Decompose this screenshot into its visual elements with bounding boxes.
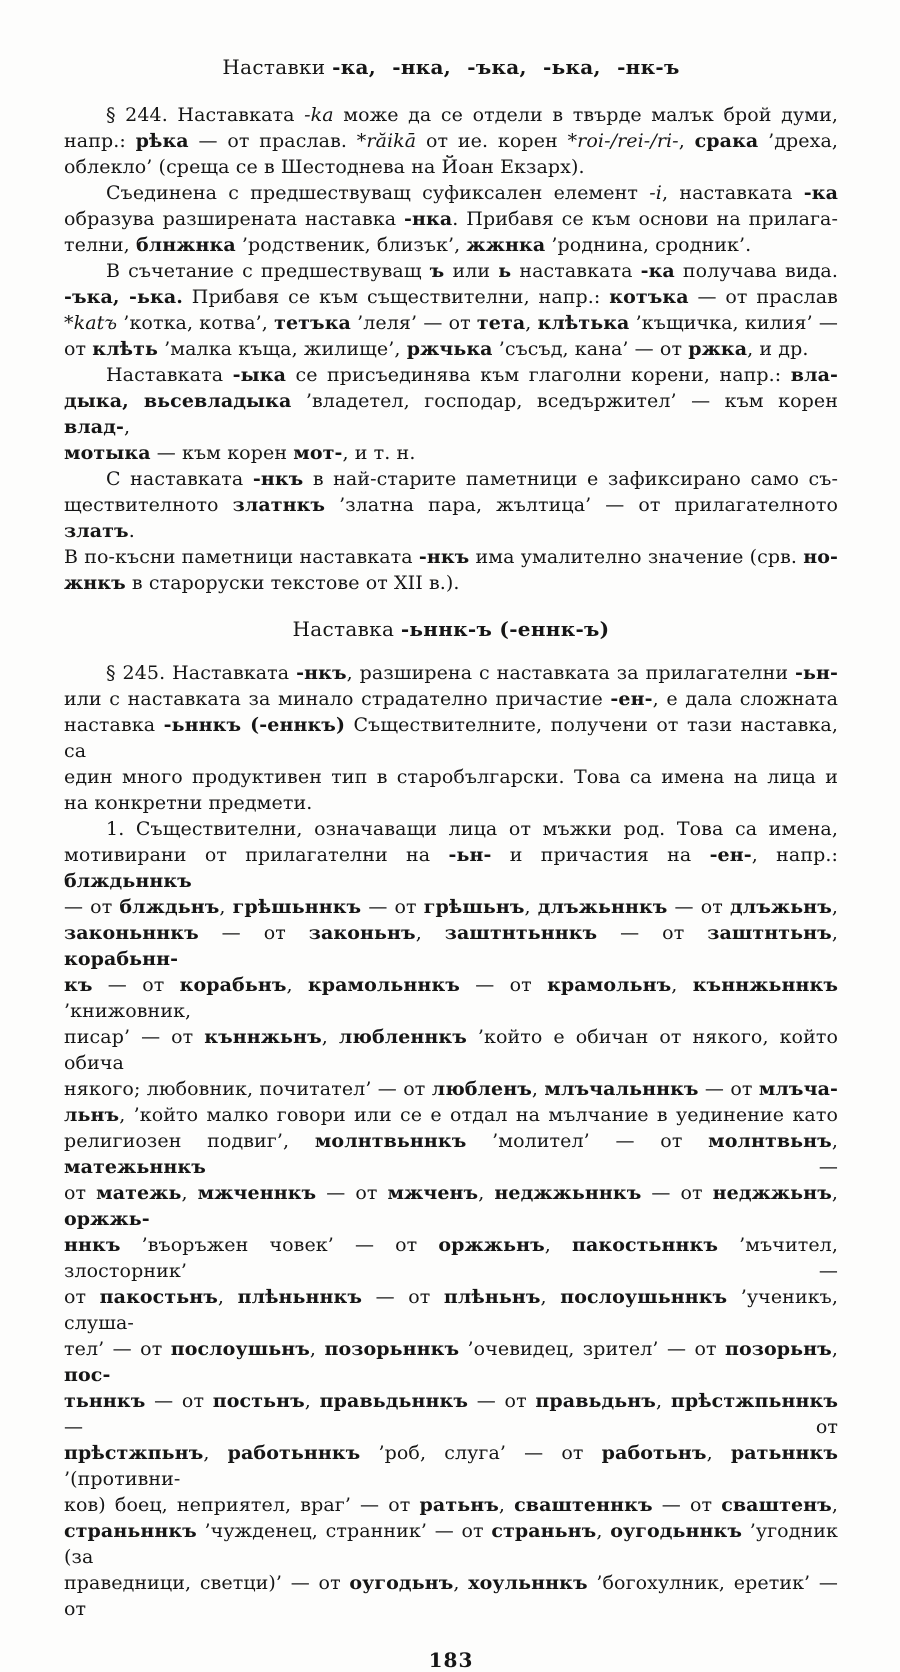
text-line [64,1102,838,1128]
text-run: — от [145,1390,213,1412]
text-block-section-245 [64,660,838,1622]
old-cyrillic-word: жжнка [466,234,546,256]
text-run: Съединена с предшествуващ суфиксален елемент [106,182,650,204]
text-run: — от [468,1390,536,1412]
text-line [64,1180,838,1232]
text-run: , [415,922,445,944]
old-cyrillic-word: правьдьнъ [535,1390,656,1412]
text-line [64,686,838,712]
text-run: — от [667,896,730,918]
text-run: може да се отдели в твърде малък брой думи, [333,104,838,126]
old-cyrillic-word: работьнъ [601,1442,707,1464]
italic-reconstruction: *răikā [356,130,417,152]
text-run: — от [698,1078,759,1100]
text-line [64,206,838,232]
text-run: Наставки [222,55,333,79]
text-run: , [531,1078,545,1100]
text-run: . Прибавя се към основи на прилага- [452,208,839,230]
italic-reconstruction: -i [649,182,662,204]
text-run: от ие. корен [416,130,568,152]
old-cyrillic-word: клѣть [92,338,158,360]
text-run: , [525,312,538,334]
old-cyrillic-word: любленъ [431,1078,532,1100]
old-cyrillic-word: -ьн- [795,662,838,684]
old-cyrillic-word: блждьнъ [119,896,220,918]
text-run: — от [361,896,424,918]
old-cyrillic-word: крамольнъ [547,974,672,996]
text-line [64,920,838,972]
text-run: , [655,1390,671,1412]
text-line [64,1440,838,1492]
text-run: писар’ — от [64,1026,205,1048]
text-run: — от [641,1182,713,1204]
text-run: има умалително значение (срв. [469,546,804,568]
text-run: — от [316,1182,388,1204]
old-cyrillic-word: длъжьннкъ [537,896,668,918]
text-run: ’угодник (за [64,1520,839,1568]
text-run: , [309,1338,325,1360]
old-cyrillic-word: неджжьнъ [712,1182,832,1204]
old-cyrillic-word: ннкъ [64,1234,121,1256]
old-cyrillic-word: дыка, вьсевладыка [64,390,292,412]
text-run: и причастия на [491,844,710,866]
old-cyrillic-word: -ьннкъ (-еннкъ) [163,714,346,736]
text-run: , [123,416,131,438]
text-run: , [453,1572,469,1594]
text-run: от [64,338,93,360]
old-cyrillic-word: оржжь- [64,1208,150,1230]
text-block-section-244 [64,102,838,596]
text-line [64,1336,838,1388]
text-run: С наставката [106,468,253,490]
text-line [64,570,838,596]
text-run: , [678,130,695,152]
old-cyrillic-word: жнкъ [64,572,126,594]
old-cyrillic-word: корабьнн- [64,948,179,970]
text-run: ’златна пара, жълтица’ — от прилагателното [325,494,838,516]
text-line [64,102,838,128]
old-cyrillic-word: оржжьнъ [438,1234,545,1256]
old-cyrillic-word: послоушьнъ [170,1338,310,1360]
text-line [64,128,838,154]
text-run: , напр.: [751,844,838,866]
text-run: , [831,922,838,944]
text-run: , разширена с наставката за прилагателни [346,662,796,684]
old-cyrillic-word: плѣньнъ [443,1286,541,1308]
text-line [64,310,838,336]
text-line [64,1388,838,1440]
text-run: ’малка къща, жилище’, [157,338,407,360]
text-run: , [219,896,233,918]
old-cyrillic-word: -нкъ [252,468,304,490]
text-run: , [831,1338,838,1360]
text-run: , [203,1442,228,1464]
old-cyrillic-word: -ъка, -ька. [64,286,183,308]
paragraph [64,660,838,816]
text-run: в староруски текстове от XII в.). [125,572,460,594]
text-run: , [217,1286,238,1308]
text-run: 1. Съществителни, означаващи лица от мъжки род. Това са имена, [106,818,838,840]
old-cyrillic-word: позорьнъ [725,1338,832,1360]
text-run: — от [198,922,309,944]
text-run: ’къщичка, килия’ — [629,312,839,334]
old-cyrillic-word: млъчальннкъ [544,1078,699,1100]
text-run: — от [64,1416,838,1438]
old-cyrillic-word: сваштенъ [721,1494,832,1516]
old-cyrillic-word: пакостьнъ [99,1286,218,1308]
text-run: тел’ — от [64,1338,171,1360]
text-line [64,466,838,492]
text-run: Съществителните, получени от тази наставка, са [64,714,838,762]
section-heading-bnik-suffix [64,616,838,642]
text-run: , [498,1494,515,1516]
text-line [64,362,838,388]
old-cyrillic-word: къ [64,974,93,996]
text-line [64,1518,838,1570]
section-heading-ka-suffixes [64,54,838,80]
old-cyrillic-word: послоушьннкъ [560,1286,728,1308]
text-line [64,1570,838,1622]
text-line [64,790,838,816]
text-run: телни, [64,234,136,256]
old-cyrillic-word: -ка [640,260,675,282]
old-cyrillic-word: заштнтьнъ [707,922,832,944]
old-cyrillic-word: вла- [790,364,838,386]
text-run: ’молител’ — от [466,1130,709,1152]
text-run: наставката [511,260,641,282]
old-cyrillic-word: рѣка [135,130,189,152]
old-cyrillic-word: -ен- [709,844,752,866]
old-cyrillic-word: мжченъ [387,1182,479,1204]
old-cyrillic-word: оугодьннкъ [610,1520,743,1542]
text-run: , [831,1494,838,1516]
old-cyrillic-word: прѣстжпьннкъ [670,1390,839,1412]
text-run: или [444,260,499,282]
old-cyrillic-word: ь [498,260,512,282]
text-run: ’ученикъ, слуша- [64,1286,839,1334]
old-cyrillic-word: пакостьннкъ [571,1234,719,1256]
text-run: наставка [64,714,164,736]
text-run: Прибавя се към съществителни, напр.: [182,286,610,308]
old-cyrillic-word: клѣтька [537,312,630,334]
text-run: Наставка [292,617,401,641]
old-cyrillic-word: мжченнкъ [197,1182,317,1204]
old-cyrillic-word: заштнтьннкъ [444,922,598,944]
old-cyrillic-word: матежьннкъ [64,1156,206,1178]
text-run: , наставката [661,182,804,204]
text-run: § 244. Наставката [106,104,305,126]
old-cyrillic-word: работьннкъ [227,1442,361,1464]
old-cyrillic-word: срака [694,130,759,152]
text-run: — от [652,1494,722,1516]
text-run: ’който е обичан от някого, който обича [64,1026,838,1074]
paragraph [64,466,838,596]
text-run: , е дала сложната [652,688,838,710]
old-cyrillic-word: -нкъ [418,546,470,568]
paragraph [64,258,838,362]
text-run: ’владетел, господар, вседържител’ — към корен [291,390,839,412]
text-run: , [286,974,308,996]
text-run: , [304,1390,320,1412]
paragraph [64,816,838,1622]
old-cyrillic-word: длъжьнъ [729,896,832,918]
old-cyrillic-word: законьнъ [308,922,416,944]
old-cyrillic-word: тетъка [274,312,351,334]
text-line [64,440,838,466]
old-cyrillic-word: котъка [609,286,689,308]
old-cyrillic-word: постьнъ [212,1390,305,1412]
text-run: получава вида. [674,260,838,282]
old-cyrillic-word: тета [476,312,526,334]
text-run: религиозен подвиг’, [64,1130,315,1152]
text-run: ’въоръжен човек’ — от [120,1234,439,1256]
text-run: — от [597,922,708,944]
old-cyrillic-word: мот- [293,442,343,464]
old-cyrillic-word: законьннкъ [64,922,199,944]
text-run: ’книжовник, [64,1000,192,1022]
text-run: — от праслав [688,286,838,308]
text-run: , [831,896,839,918]
old-cyrillic-word: прѣстжпьнъ [64,1442,204,1464]
text-run: ’дреха, [758,130,839,152]
text-run: ’леля’ — от [350,312,477,334]
text-run: ков) боец, неприятел, враг’ — от [64,1494,420,1516]
old-cyrillic-word: мотыка [64,442,151,464]
old-cyrillic-word: позорьннкъ [324,1338,460,1360]
text-run: Наставката [106,364,233,386]
text-run: образува разширената наставка [64,208,405,230]
text-run: ’мъчител, злосторник’ — [64,1234,838,1282]
old-cyrillic-word: но- [803,546,838,568]
text-run: , [706,1442,731,1464]
text-line [64,1492,838,1518]
text-line [64,388,838,440]
text-line [64,284,838,310]
text-run: от [64,1182,97,1204]
text-run: — от [92,974,180,996]
old-cyrillic-word: блнжнка [135,234,236,256]
text-run: , [540,1286,561,1308]
text-line [64,154,838,180]
text-line [64,544,838,570]
text-run: — от [362,1286,444,1308]
text-line [64,660,838,686]
old-cyrillic-word: ржчька [406,338,493,360]
text-run: облекло’ (среща се в Шестоднева на Йоан Екзарх). [64,156,585,178]
text-run: ’роб, слуга’ — от [360,1442,602,1464]
italic-reconstruction: -ka [304,104,334,126]
text-run: ’роднина, сродник’. [545,234,752,256]
old-cyrillic-word: тьннкъ [64,1390,146,1412]
text-line [64,712,838,764]
paragraph [64,180,838,258]
text-line [64,180,838,206]
text-run: в най-старите паметници е зафиксирано само съ- [303,468,838,490]
old-cyrillic-word: -ка, -нка, -ъка, -ька, -нк-ъ [332,55,680,79]
text-line [64,1076,838,1102]
text-line [64,842,838,894]
text-run: или с наставката за минало страдателно причастие [64,688,611,710]
old-cyrillic-word: страньнъ [491,1520,597,1542]
text-run: ’съсъд, кана’ — от [492,338,689,360]
old-cyrillic-word: влад- [64,416,124,438]
old-cyrillic-word: -ьннк-ъ (-еннк-ъ) [400,617,610,641]
old-cyrillic-word: блждьннкъ [64,870,192,892]
old-cyrillic-word: къннжьннкъ [692,974,839,996]
text-run: на конкретни предмети. [64,792,313,814]
text-line [64,894,838,920]
old-cyrillic-word: правьдьннкъ [319,1390,469,1412]
old-cyrillic-word: -ен- [610,688,653,710]
text-run: — от [64,896,120,918]
text-run: , [478,1182,495,1204]
text-run: ’богохулник, еретик’ — от [64,1572,838,1620]
old-cyrillic-word: оугодьнъ [349,1572,454,1594]
text-run: В съчетание с предшествуващ [106,260,430,282]
old-cyrillic-word: грѣшьнъ [423,896,525,918]
old-cyrillic-word: -ка [803,182,838,204]
old-cyrillic-word: страньннкъ [64,1520,197,1542]
old-cyrillic-word: корабьнъ [179,974,287,996]
old-cyrillic-word: сваштеннкъ [514,1494,653,1516]
paragraph [64,102,838,180]
text-line [64,1024,838,1076]
old-cyrillic-word: матежь [96,1182,182,1204]
text-line [64,1284,838,1336]
text-run: един много продуктивен тип в старобългарски. Това са имена на лица и [64,766,838,788]
italic-reconstruction: *katъ [64,312,118,334]
text-line [64,232,838,258]
text-run: ществителното [64,494,233,516]
text-run: ’котка, котва’, [117,312,275,334]
old-cyrillic-word: грѣшьннкъ [232,896,362,918]
text-run: — към корен [150,442,294,464]
text-line [64,816,838,842]
text-run: , и др. [747,338,809,360]
old-cyrillic-word: -нкъ [296,662,347,684]
text-run: ’родственик, близък’, [235,234,467,256]
text-run: от [64,1286,100,1308]
text-run: , ’който малко говори или се е отдал на мълчание в уединение като [119,1104,838,1126]
old-cyrillic-word: плѣньннкъ [237,1286,363,1308]
text-run: мотивирани от прилагателни на [64,844,449,866]
text-line [64,336,838,362]
old-cyrillic-word: крамольннкъ [307,974,460,996]
old-cyrillic-word: златъ [64,520,129,542]
old-cyrillic-word: пос- [64,1364,111,1386]
text-line [64,764,838,790]
old-cyrillic-word: неджжьннкъ [494,1182,642,1204]
old-cyrillic-word: льнъ [64,1104,120,1126]
text-run: , [544,1234,572,1256]
old-cyrillic-word: молнтвьнъ [708,1130,832,1152]
text-run: някого; любовник, почитател’ — от [64,1078,432,1100]
text-run: В по-късни паметници наставката [64,546,419,568]
text-run: . [128,520,135,542]
text-line [64,258,838,284]
text-run: се присъединява към глаголни корени, напр.: [285,364,791,386]
old-cyrillic-word: къннжьнъ [204,1026,322,1048]
old-cyrillic-word: -нка [404,208,453,230]
text-run: , [181,1182,198,1204]
text-run: напр.: [64,130,136,152]
italic-reconstruction: *roi-/rei-/ri- [567,130,679,152]
text-run: ’(противни- [64,1468,181,1490]
paragraph [64,362,838,466]
text-run: , [321,1026,339,1048]
text-run: — [205,1156,838,1178]
text-run: ’чужденец, странник’ — от [196,1520,492,1542]
old-cyrillic-word: -ыка [232,364,286,386]
old-cyrillic-word: хоульннкъ [468,1572,588,1594]
old-cyrillic-word: ратьнъ [419,1494,499,1516]
old-cyrillic-word: любленнкъ [338,1026,467,1048]
old-cyrillic-word: молнтвьннкъ [314,1130,467,1152]
old-cyrillic-word: -ьн- [448,844,492,866]
text-run: ’очевидец, зрител’ — от [459,1338,726,1360]
text-run: § 245. Наставката [106,662,297,684]
text-run: , [524,896,538,918]
page-number: 183 [428,1648,474,1672]
text-line [64,972,838,1024]
text-run: — от праслав. [188,130,357,152]
text-run: , [596,1520,611,1542]
text-run: , [831,1130,838,1152]
text-run: , [671,974,693,996]
text-line [64,1128,838,1180]
text-run: , [831,1182,839,1204]
old-cyrillic-word: златнкъ [232,494,326,516]
text-line [64,1232,838,1284]
text-run: — от [459,974,548,996]
text-run: праведници, светци)’ — от [64,1572,350,1594]
old-cyrillic-word: ржка [688,338,748,360]
text-line [64,492,838,544]
old-cyrillic-word: ъ [429,260,445,282]
old-cyrillic-word: ратьннкъ [730,1442,839,1464]
old-cyrillic-word: млъча- [758,1078,839,1100]
text-run: , и т. н. [342,442,416,464]
